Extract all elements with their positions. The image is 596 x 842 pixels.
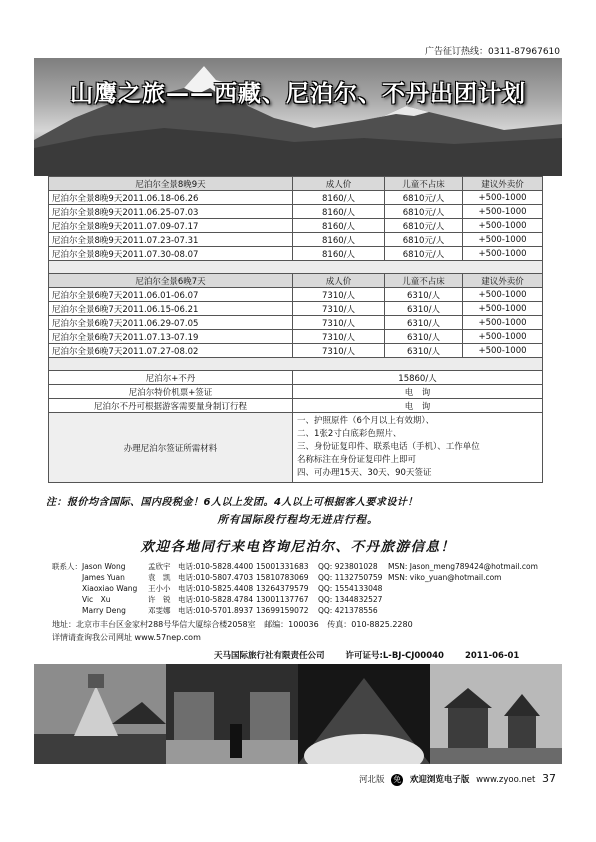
child-price-cell: 6810元/人 <box>385 247 463 261</box>
agency-line <box>214 649 537 661</box>
child-price-cell: 6810元/人 <box>385 233 463 247</box>
contact-row <box>52 561 572 572</box>
adult-price-cell: 7310/人 <box>293 316 385 330</box>
contact-phone: 电话:010-5807.4703 <box>178 573 254 582</box>
header-cell: 建议外卖价 <box>463 274 543 288</box>
contact-row <box>52 594 572 605</box>
address-line <box>52 619 419 630</box>
contact-qq: QQ: 1554133048 <box>318 584 383 593</box>
contact-name-en: Xiaoxiao Wang <box>82 584 138 593</box>
table-row <box>49 288 543 302</box>
header-cell: 尼泊尔全景6晚7天 <box>49 274 293 288</box>
adult-price-cell: 8160/人 <box>293 247 385 261</box>
header-cell: 成人价 <box>293 177 385 191</box>
contact-name-cn: 许 锐 <box>148 595 171 604</box>
welcome-slogan: 欢迎各地同行来电咨询尼泊尔、不丹旅游信息！ <box>140 539 456 555</box>
extra-price-cell: 电 询 <box>293 385 543 399</box>
tour-price-table <box>48 176 542 483</box>
contact-qq: QQ: 923801028 <box>318 562 378 571</box>
extra-price-cell: 15860/人 <box>293 371 543 385</box>
page-footer <box>355 772 556 786</box>
child-price-cell: 6810元/人 <box>385 205 463 219</box>
contact-mobile: 15810783069 <box>256 573 309 582</box>
header-cell: 儿童不占床 <box>385 177 463 191</box>
child-price-cell: 6310/人 <box>385 330 463 344</box>
contact-row <box>52 583 572 594</box>
edition-label: 河北版 <box>358 775 385 785</box>
contact-phone: 电话:010-5828.4784 <box>178 595 254 604</box>
table-row <box>49 247 543 261</box>
address: 地址：北京市丰台区金家村288号华信大厦综合楼2058室 <box>52 620 256 629</box>
contact-name-en: Jason Wong <box>82 562 126 571</box>
adult-price-cell: 8160/人 <box>293 219 385 233</box>
adult-price-cell: 7310/人 <box>293 288 385 302</box>
contact-phone: 电话:010-5825.4408 <box>178 584 254 593</box>
suggested-price-cell: +500-1000 <box>463 219 543 233</box>
table-row <box>49 399 543 413</box>
child-price-cell: 6810元/人 <box>385 191 463 205</box>
tour-name-cell: 尼泊尔全景6晚7天2011.07.27-08.02 <box>49 344 293 358</box>
contact-name-en: Marry Deng <box>82 606 126 615</box>
badge-icon: 免 <box>393 775 402 784</box>
suggested-price-cell: +500-1000 <box>463 191 543 205</box>
extra-item-cell: 尼泊尔+不丹 <box>49 371 293 385</box>
contact-name-cn: 王小小 <box>148 584 171 593</box>
tour-name-cell: 尼泊尔全景6晚7天2011.06.29-07.05 <box>49 316 293 330</box>
adult-price-cell: 8160/人 <box>293 205 385 219</box>
shopping-note: 所有国际段行程均无进店行程。 <box>217 514 379 526</box>
visa-item: 一、护照原件（6个月以上有效期）、 <box>297 416 435 426</box>
table-row <box>49 219 543 233</box>
header-cell: 儿童不占床 <box>385 274 463 288</box>
page-title: 山鹰之旅——西藏、尼泊尔、不丹出团计划 <box>70 80 526 107</box>
license-number: 许可证号:L-BJ-CJ00040 <box>345 651 444 661</box>
tour-name-cell: 尼泊尔全景8晚9天2011.06.25-07.03 <box>49 205 293 219</box>
contact-mobile: 13001137767 <box>256 595 309 604</box>
table-header-row <box>49 177 543 191</box>
adult-price-cell: 8160/人 <box>293 191 385 205</box>
contact-name-cn: 孟欣宇 <box>148 562 171 571</box>
contact-msn: MSN: Jason_meng789424@hotmail.com <box>388 562 538 571</box>
contact-qq: QQ: 421378556 <box>318 606 378 615</box>
header-cell: 成人价 <box>293 274 385 288</box>
table-row <box>49 205 543 219</box>
table-row <box>49 330 543 344</box>
tour-name-cell: 尼泊尔全景6晚7天2011.06.15-06.21 <box>49 302 293 316</box>
tour-name-cell: 尼泊尔全景8晚9天2011.07.09-07.17 <box>49 219 293 233</box>
contact-prefix: 联系人： <box>52 562 82 571</box>
table-spacer-row <box>49 261 543 274</box>
page-number: 37 <box>542 772 556 785</box>
table-row <box>49 316 543 330</box>
temple-photos <box>34 664 562 764</box>
suggested-price-cell: +500-1000 <box>463 205 543 219</box>
tour-name-cell: 尼泊尔全景8晚9天2011.07.30-08.07 <box>49 247 293 261</box>
contact-mobile: 13264379579 <box>256 584 309 593</box>
contact-row <box>52 572 572 583</box>
footer-slogan: 欢迎浏览电子版 <box>409 775 470 785</box>
postcode: 邮编：100036 <box>264 620 319 629</box>
contact-phone: 电话:010-5828.4400 <box>178 562 254 571</box>
visa-label-cell: 办理尼泊尔签证所需材料 <box>49 413 293 483</box>
table-header-row <box>49 274 543 288</box>
photo-strip <box>34 664 562 764</box>
suggested-price-cell: +500-1000 <box>463 233 543 247</box>
visa-item: 名称标注在身份证复印件上即可 <box>297 455 417 465</box>
contact-mobile: 15001331683 <box>256 562 309 571</box>
contact-qq: QQ: 1344832527 <box>318 595 383 604</box>
contact-name-en: James Yuan <box>82 573 125 582</box>
table-row <box>49 233 543 247</box>
child-price-cell: 6810元/人 <box>385 219 463 233</box>
price-note: 注：报价均含国际、国内段税金！6人以上发团。4人以上可根据客人要求设计！ <box>46 497 418 508</box>
visa-requirements-row <box>49 413 543 483</box>
table-row <box>49 302 543 316</box>
extra-item-cell: 尼泊尔不丹可根据游客需要量身制订行程 <box>49 399 293 413</box>
agency-name: 天马国际旅行社有限责任公司 <box>214 651 325 661</box>
contact-row <box>52 605 572 616</box>
adult-price-cell: 8160/人 <box>293 233 385 247</box>
website-line: 详情请查询我公司网址 www.57nep.com <box>52 633 201 642</box>
contact-list <box>52 561 572 616</box>
contact-name-en: Vic Xu <box>82 595 111 604</box>
visa-item: 三、身份证复印件、联系电话（手机）、工作单位 <box>297 442 480 452</box>
child-price-cell: 6310/人 <box>385 344 463 358</box>
visa-items-cell <box>293 413 543 483</box>
child-price-cell: 6310/人 <box>385 302 463 316</box>
table-row <box>49 344 543 358</box>
adult-price-cell: 7310/人 <box>293 302 385 316</box>
contact-msn: MSN: viko_yuan@hotmail.com <box>388 573 502 582</box>
child-price-cell: 6310/人 <box>385 288 463 302</box>
tour-name-cell: 尼泊尔全景6晚7天2011.06.01-06.07 <box>49 288 293 302</box>
contact-name-cn: 邓雯娜 <box>148 606 171 615</box>
suggested-price-cell: +500-1000 <box>463 302 543 316</box>
adult-price-cell: 7310/人 <box>293 330 385 344</box>
child-price-cell: 6310/人 <box>385 316 463 330</box>
extra-price-cell: 电 询 <box>293 399 543 413</box>
table-row <box>49 371 543 385</box>
table-row <box>49 385 543 399</box>
contact-qq: QQ: 1132750759 <box>318 573 383 582</box>
suggested-price-cell: +500-1000 <box>463 288 543 302</box>
table-row <box>49 191 543 205</box>
visa-item: 二、1张2寸白底彩色照片、 <box>297 429 402 439</box>
contact-name-cn: 袁 凯 <box>148 573 171 582</box>
contact-mobile: 13699159072 <box>256 606 309 615</box>
adult-price-cell: 7310/人 <box>293 344 385 358</box>
ad-hotline: 广告征订热线：0311-87967610 <box>425 47 560 57</box>
suggested-price-cell: +500-1000 <box>463 330 543 344</box>
contact-phone: 电话:010-5701.8937 <box>178 606 254 615</box>
visa-item: 四、可办理15天、30天、90天签证 <box>297 468 432 478</box>
suggested-price-cell: +500-1000 <box>463 247 543 261</box>
tour-name-cell: 尼泊尔全景8晚9天2011.06.18-06.26 <box>49 191 293 205</box>
tour-name-cell: 尼泊尔全景8晚9天2011.07.23-07.31 <box>49 233 293 247</box>
header-cell: 尼泊尔全景8晚9天 <box>49 177 293 191</box>
header-cell: 建议外卖价 <box>463 177 543 191</box>
tour-name-cell: 尼泊尔全景6晚7天2011.07.13-07.19 <box>49 330 293 344</box>
footer-url[interactable]: www.zyoo.net <box>476 775 536 785</box>
table-spacer-row <box>49 358 543 371</box>
extra-item-cell: 尼泊尔特价机票+签证 <box>49 385 293 399</box>
suggested-price-cell: +500-1000 <box>463 316 543 330</box>
publish-date: 2011-06-01 <box>464 651 520 661</box>
suggested-price-cell: +500-1000 <box>463 344 543 358</box>
fax: 传真：010-8825.2280 <box>327 620 413 629</box>
